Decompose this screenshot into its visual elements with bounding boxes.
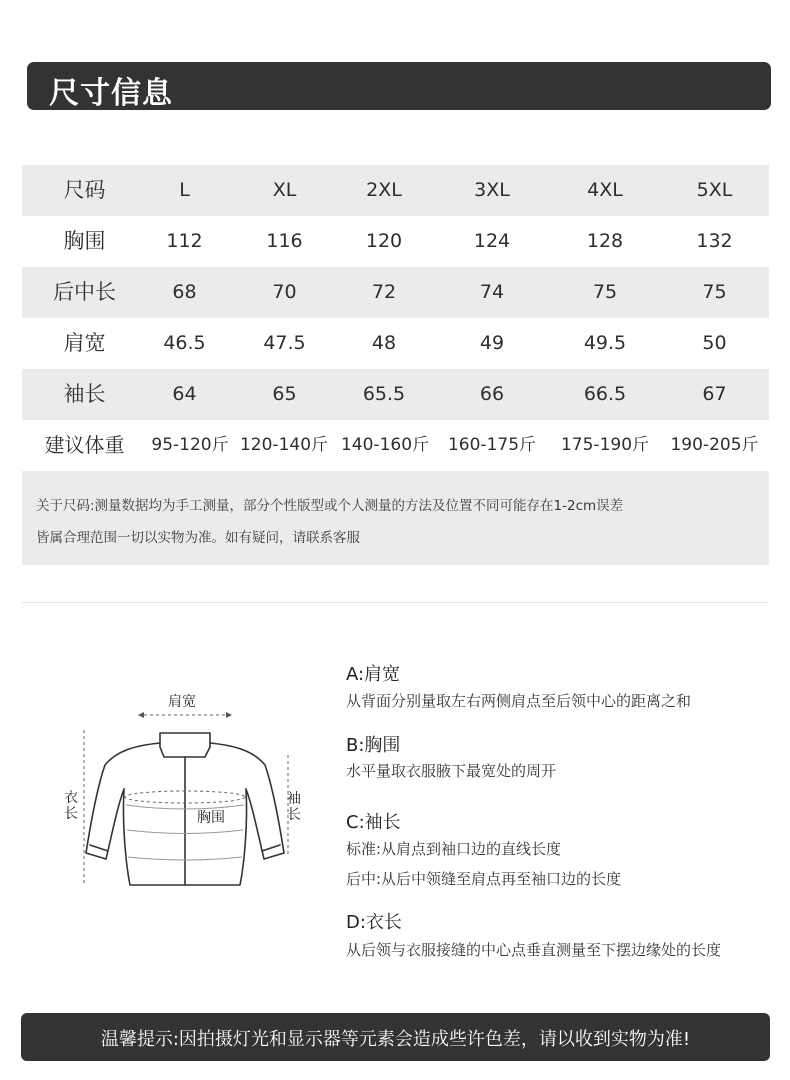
table-header-cell: 尺码 (63, 178, 106, 202)
table-cell: 72 (371, 281, 397, 303)
table-cell: 50 (702, 332, 727, 354)
table-header-cell: 4XL (587, 179, 623, 201)
table-cell: 95-120斤 (151, 435, 229, 455)
table-cell: 160-175斤 (447, 435, 537, 455)
note-line: 皆属合理范围一切以实物为准。如有疑问，请联系客服 (36, 530, 360, 546)
sleeve-length-label: 袖长 (287, 791, 301, 823)
table-cell: 120-140斤 (239, 435, 329, 455)
body-length-label: 衣长 (64, 790, 78, 822)
definition-text: 标准:从肩点到袖口边的直线长度 (346, 840, 562, 858)
table-row (22, 420, 769, 471)
table-header-row (22, 165, 769, 216)
table-cell: 64 (172, 383, 197, 405)
table-cell: 66.5 (583, 383, 627, 405)
table-header-cell: L (179, 179, 190, 201)
table-header-cell: XL (272, 179, 297, 201)
table-row-label: 袖长 (63, 382, 106, 406)
table-cell: 75 (702, 281, 727, 303)
table-cell: 49.5 (583, 332, 627, 354)
note-line: 关于尺码:测量数据均为手工测量，部分个性版型或个人测量的方法及位置不同可能存在1-2cm误差 (36, 498, 624, 514)
table-row-label: 建议体重 (44, 433, 125, 457)
table-cell: 65.5 (362, 383, 406, 405)
definition-text: 水平量取衣服腋下最宽处的周开 (346, 762, 557, 780)
table-cell: 190-205斤 (670, 435, 759, 455)
table-cell: 124 (473, 230, 511, 252)
table-cell: 132 (696, 230, 733, 252)
definition-title-a: A:肩宽 (346, 664, 401, 685)
chest-label: 胸围 (197, 810, 225, 826)
table-cell: 47.5 (263, 332, 306, 354)
table-cell: 67 (702, 383, 727, 405)
size-table (22, 165, 769, 471)
table-header-cell: 3XL (474, 179, 510, 201)
table-row (22, 267, 769, 318)
table-cell: 74 (479, 281, 505, 303)
table-header-cell: 5XL (696, 179, 733, 201)
table-header-cell: 2XL (366, 179, 402, 201)
measurement-note (22, 471, 769, 565)
section-header (27, 62, 771, 110)
table-cell: 46.5 (163, 332, 206, 354)
table-row (22, 369, 769, 420)
definition-text: 从背面分别量取左右两侧肩点至后领中心的距离之和 (346, 692, 692, 710)
shoulder-width-label: 肩宽 (168, 694, 196, 710)
table-cell: 175-190斤 (560, 435, 650, 455)
section-title: 尺寸信息 (49, 76, 173, 111)
footer-notice-text: 温馨提示:因拍摄灯光和显示器等元素会造成些许色差，请以收到实物为准! (100, 1029, 691, 1050)
table-cell: 48 (371, 332, 397, 354)
table-cell: 120 (365, 230, 403, 252)
table-cell: 75 (592, 281, 618, 303)
table-cell: 65 (272, 383, 297, 405)
jacket-outline (60, 685, 320, 895)
table-row-label: 后中长 (53, 280, 116, 304)
table-cell: 49 (479, 332, 505, 354)
table-row (22, 216, 769, 267)
footer-notice (21, 1013, 770, 1061)
jacket-diagram (60, 685, 320, 895)
definition-text: 后中:从后中领缝至肩点再至袖口边的长度 (346, 870, 622, 888)
table-cell: 112 (166, 230, 203, 252)
table-row-label: 肩宽 (63, 331, 106, 355)
table-cell: 128 (586, 230, 624, 252)
table-row-label: 胸围 (63, 229, 106, 253)
table-cell: 68 (172, 281, 197, 303)
section-divider (22, 602, 769, 603)
definition-text: 从后领与衣服接缝的中心点垂直测量至下摆边缘处的长度 (346, 941, 722, 959)
table-row (22, 318, 769, 369)
definition-title-d: D:衣长 (346, 912, 402, 933)
table-cell: 70 (272, 281, 297, 303)
definition-title-c: C:袖长 (346, 812, 401, 833)
table-cell: 66 (479, 383, 505, 405)
table-cell: 140-160斤 (340, 435, 430, 455)
definition-title-b: B:胸围 (346, 735, 401, 756)
table-cell: 116 (266, 230, 303, 252)
